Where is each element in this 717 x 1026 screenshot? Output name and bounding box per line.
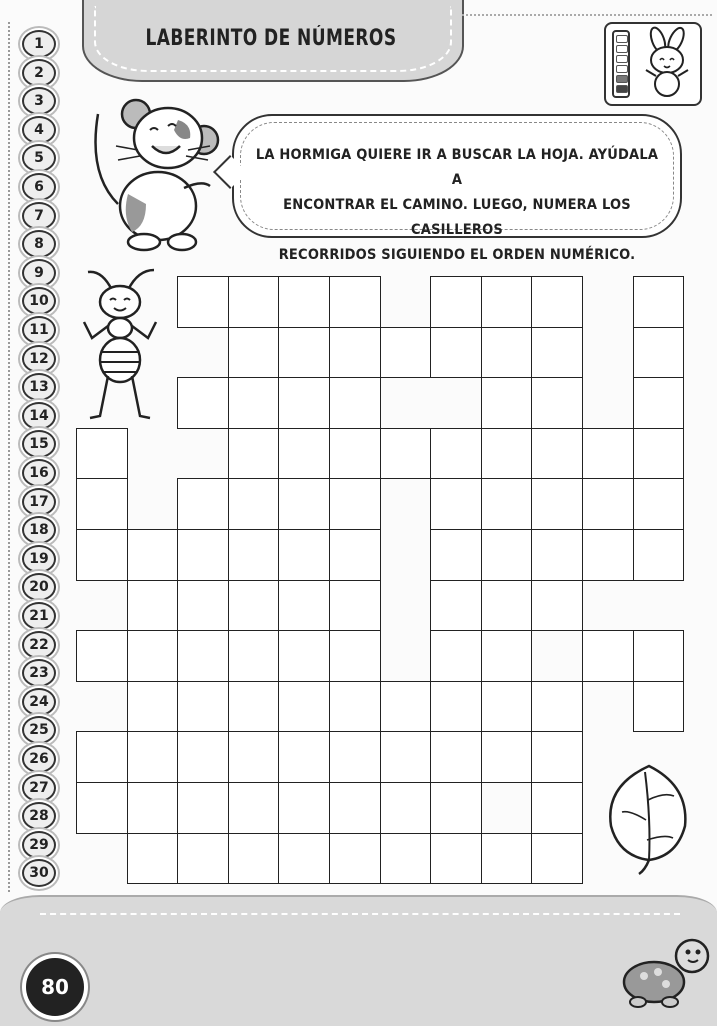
maze-cell[interactable] xyxy=(228,833,280,885)
maze-cell[interactable] xyxy=(430,731,482,783)
number-badge: 19 xyxy=(22,545,56,573)
number-badge: 12 xyxy=(22,345,56,373)
maze-cell[interactable] xyxy=(481,478,533,530)
maze-cell[interactable] xyxy=(228,478,280,530)
maze-cell[interactable] xyxy=(531,580,583,632)
maze-cell[interactable] xyxy=(76,478,128,530)
top-divider xyxy=(462,14,712,16)
ant-icon xyxy=(76,264,166,424)
maze-cell[interactable] xyxy=(531,681,583,733)
maze-cell[interactable] xyxy=(228,630,280,682)
maze-cell[interactable] xyxy=(380,428,432,480)
maze-cell[interactable] xyxy=(582,630,634,682)
maze-cell[interactable] xyxy=(76,731,128,783)
maze-cell[interactable] xyxy=(430,529,482,581)
maze-cell[interactable] xyxy=(380,681,432,733)
maze-cell[interactable] xyxy=(329,630,381,682)
maze-cell[interactable] xyxy=(228,580,280,632)
maze-cell[interactable] xyxy=(177,782,229,834)
maze-cell[interactable] xyxy=(278,731,330,783)
number-badge: 14 xyxy=(22,402,56,430)
maze-cell[interactable] xyxy=(531,428,583,480)
maze-cell[interactable] xyxy=(329,529,381,581)
number-badge: 18 xyxy=(22,516,56,544)
mouse-icon xyxy=(88,94,228,254)
maze-cell[interactable] xyxy=(228,782,280,834)
number-badge: 27 xyxy=(22,774,56,802)
maze-cell[interactable] xyxy=(380,833,432,885)
maze-cell[interactable] xyxy=(481,630,533,682)
number-badge: 23 xyxy=(22,659,56,687)
turtle-icon xyxy=(614,932,714,1012)
number-badge: 13 xyxy=(22,373,56,401)
maze-cell[interactable] xyxy=(531,377,583,429)
maze-cell[interactable] xyxy=(329,731,381,783)
maze-cell[interactable] xyxy=(177,478,229,530)
page-number: 80 xyxy=(26,958,84,1016)
maze-cell[interactable] xyxy=(531,478,583,530)
maze-cell[interactable] xyxy=(228,681,280,733)
number-badge: 2 xyxy=(22,59,56,87)
number-badge: 30 xyxy=(22,859,56,887)
maze-cell[interactable] xyxy=(228,276,280,328)
maze-cell[interactable] xyxy=(127,782,179,834)
maze-cell[interactable] xyxy=(329,428,381,480)
maze-cell[interactable] xyxy=(430,478,482,530)
maze-cell[interactable] xyxy=(127,580,179,632)
maze-cell[interactable] xyxy=(228,529,280,581)
maze-cell[interactable] xyxy=(278,478,330,530)
maze-cell[interactable] xyxy=(127,681,179,733)
maze-cell[interactable] xyxy=(329,327,381,379)
maze-cell[interactable] xyxy=(177,377,229,429)
maze-cell[interactable] xyxy=(531,833,583,885)
maze-cell[interactable] xyxy=(278,630,330,682)
maze-cell[interactable] xyxy=(380,782,432,834)
maze-cell[interactable] xyxy=(228,377,280,429)
maze-cell[interactable] xyxy=(127,529,179,581)
number-badge: 15 xyxy=(22,430,56,458)
instructions-text xyxy=(252,143,662,268)
maze-cell[interactable] xyxy=(278,782,330,834)
maze-cell[interactable] xyxy=(127,731,179,783)
maze-cell[interactable] xyxy=(430,630,482,682)
maze-cell[interactable] xyxy=(228,731,280,783)
maze-cell[interactable] xyxy=(430,276,482,328)
maze-cell[interactable] xyxy=(531,276,583,328)
maze-cell[interactable] xyxy=(582,529,634,581)
maze-cell[interactable] xyxy=(76,630,128,682)
maze-cell[interactable] xyxy=(329,580,381,632)
footer-dash xyxy=(40,913,680,915)
maze-cell[interactable] xyxy=(278,529,330,581)
maze-cell[interactable] xyxy=(582,428,634,480)
maze-cell[interactable] xyxy=(633,276,685,328)
number-badge: 8 xyxy=(22,230,56,258)
page-title: LABERINTO DE NÚMEROS xyxy=(145,26,397,51)
number-badge: 11 xyxy=(22,316,56,344)
number-badge: 3 xyxy=(22,87,56,115)
maze-cell[interactable] xyxy=(633,529,685,581)
number-badge: 4 xyxy=(22,116,56,144)
maze-cell[interactable] xyxy=(380,731,432,783)
maze-cell[interactable] xyxy=(481,276,533,328)
maze-cell[interactable] xyxy=(278,377,330,429)
number-badge: 25 xyxy=(22,716,56,744)
maze-cell[interactable] xyxy=(481,327,533,379)
maze-cell[interactable] xyxy=(380,327,432,379)
number-badge: 21 xyxy=(22,602,56,630)
maze-cell[interactable] xyxy=(430,327,482,379)
maze-cell[interactable] xyxy=(481,833,533,885)
number-badge: 10 xyxy=(22,287,56,315)
maze-cell[interactable] xyxy=(177,833,229,885)
number-badge: 5 xyxy=(22,144,56,172)
maze-cell[interactable] xyxy=(481,681,533,733)
number-badge: 20 xyxy=(22,573,56,601)
maze-cell[interactable] xyxy=(329,833,381,885)
maze-cell[interactable] xyxy=(127,630,179,682)
instruction-line: LA HORMIGA QUIERE IR A BUSCAR LA HOJA. AYÚDALA A xyxy=(255,147,659,188)
maze-cell[interactable] xyxy=(481,428,533,480)
maze-cell[interactable] xyxy=(633,327,685,379)
maze-cell[interactable] xyxy=(531,529,583,581)
maze-cell[interactable] xyxy=(633,428,685,480)
instruction-line: ENCONTRAR EL CAMINO. LUEGO, NUMERA LOS CASILLEROS xyxy=(283,197,631,238)
maze-cell[interactable] xyxy=(177,681,229,733)
maze-cell[interactable] xyxy=(481,731,533,783)
maze-cell[interactable] xyxy=(430,428,482,480)
maze-cell[interactable] xyxy=(76,782,128,834)
maze-cell[interactable] xyxy=(278,327,330,379)
maze-cell[interactable] xyxy=(177,630,229,682)
number-badge: 7 xyxy=(22,202,56,230)
maze-cell[interactable] xyxy=(633,478,685,530)
maze-cell[interactable] xyxy=(481,529,533,581)
maze-cell[interactable] xyxy=(177,276,229,328)
maze-cell[interactable] xyxy=(633,630,685,682)
maze-cell[interactable] xyxy=(329,377,381,429)
leaf-icon xyxy=(604,760,694,880)
maze-cell[interactable] xyxy=(430,782,482,834)
maze-cell[interactable] xyxy=(228,428,280,480)
number-badge: 9 xyxy=(22,259,56,287)
maze-cell[interactable] xyxy=(278,276,330,328)
number-badge: 29 xyxy=(22,831,56,859)
number-badge: 28 xyxy=(22,802,56,830)
maze-cell[interactable] xyxy=(329,681,381,733)
maze-cell[interactable] xyxy=(531,782,583,834)
maze-cell[interactable] xyxy=(177,529,229,581)
maze-cell[interactable] xyxy=(177,731,229,783)
maze-cell[interactable] xyxy=(329,478,381,530)
maze-cell[interactable] xyxy=(278,580,330,632)
maze-cell[interactable] xyxy=(76,529,128,581)
maze-cell[interactable] xyxy=(531,327,583,379)
maze-cell[interactable] xyxy=(278,428,330,480)
maze-cell[interactable] xyxy=(177,580,229,632)
instruction-line: RECORRIDOS SIGUIENDO EL ORDEN NUMÉRICO. xyxy=(278,247,636,263)
bunny-icon xyxy=(636,26,696,98)
maze-cell[interactable] xyxy=(278,833,330,885)
number-badge: 22 xyxy=(22,631,56,659)
maze-cell[interactable] xyxy=(76,428,128,480)
number-badge: 1 xyxy=(22,30,56,58)
maze-cell[interactable] xyxy=(531,731,583,783)
maze-cell[interactable] xyxy=(278,681,330,733)
difficulty-meter xyxy=(612,30,630,98)
maze-cell[interactable] xyxy=(633,681,685,733)
maze-cell[interactable] xyxy=(127,833,179,885)
number-strip xyxy=(8,22,54,892)
number-badge: 24 xyxy=(22,688,56,716)
maze-cell[interactable] xyxy=(430,833,482,885)
number-badge: 16 xyxy=(22,459,56,487)
maze-cell[interactable] xyxy=(633,377,685,429)
maze-cell[interactable] xyxy=(481,580,533,632)
number-badge: 17 xyxy=(22,488,56,516)
maze-cell[interactable] xyxy=(329,276,381,328)
maze-cell[interactable] xyxy=(430,681,482,733)
number-badge: 6 xyxy=(22,173,56,201)
maze-cell[interactable] xyxy=(329,782,381,834)
number-badge: 26 xyxy=(22,745,56,773)
maze-cell[interactable] xyxy=(582,478,634,530)
maze-cell[interactable] xyxy=(430,580,482,632)
maze-cell[interactable] xyxy=(228,327,280,379)
maze-cell[interactable] xyxy=(481,377,533,429)
